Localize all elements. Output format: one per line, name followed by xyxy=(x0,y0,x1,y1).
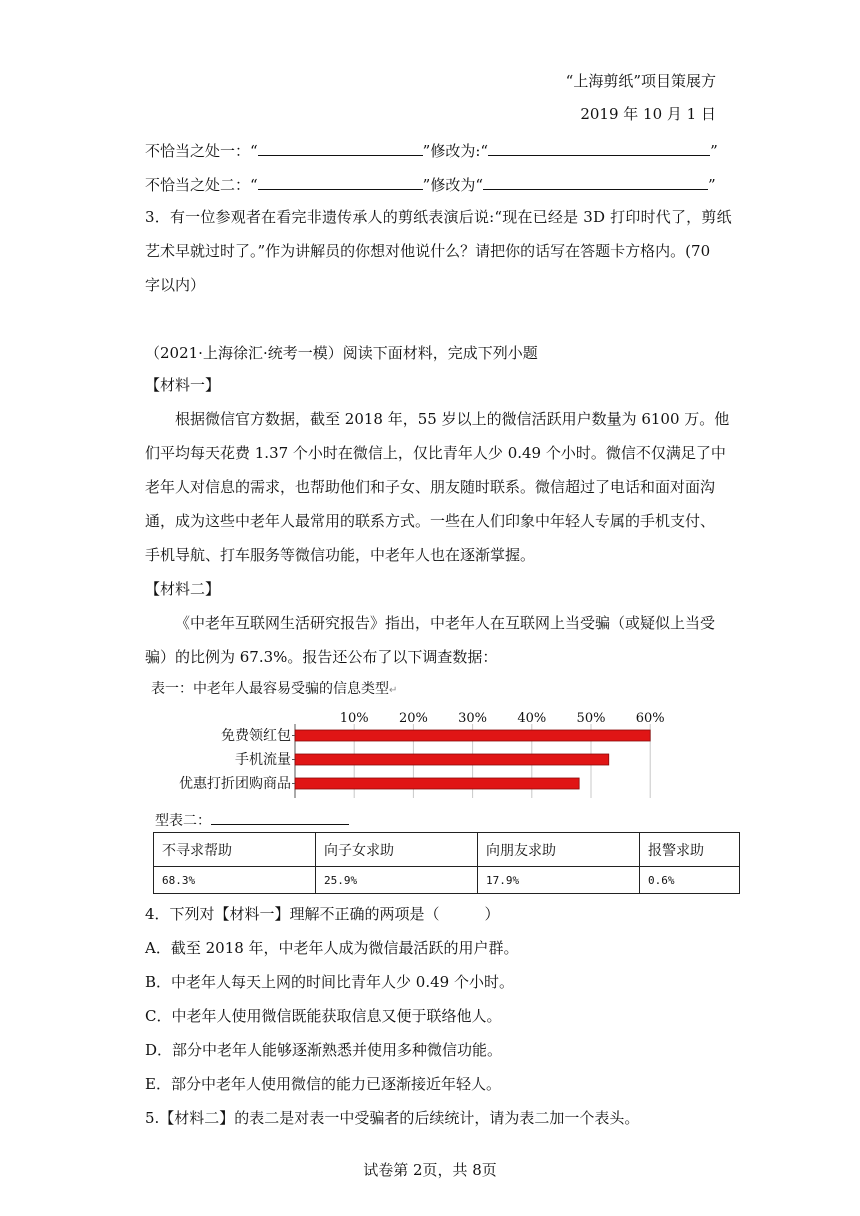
material1-line: 根据微信官方数据，截至 2018 年，55 岁以上的微信活跃用户数量为 6100 万。他 xyxy=(175,410,730,428)
q4-option-d[interactable]: D．部分中老年人能够逐渐熟悉并使用多种微信功能。 xyxy=(145,1041,503,1059)
material1-line: 手机导航、打车服务等微信功能，中老年人也在逐渐掌握。 xyxy=(145,546,536,564)
bar xyxy=(295,730,650,741)
table2 xyxy=(153,832,740,894)
material1-title: 【材料一】 xyxy=(145,376,221,394)
paragraph-mark-icon: ↵ xyxy=(389,685,398,696)
x-tick-label: 40% xyxy=(517,711,547,726)
table1-caption-text: 表一：中老年人最容易受骗的信息类型 xyxy=(151,681,389,697)
material1-line: 老年人对信息的需求，也帮助他们和子女、朋友随时联系。微信超过了电话和面对面沟 xyxy=(145,478,716,496)
y-category-label: 免费领红包 xyxy=(221,728,291,744)
material2-line: 《中老年互联网生活研究报告》指出，中老年人在互联网上当受骗（或疑似上当受 xyxy=(175,614,716,632)
x-tick-label: 60% xyxy=(635,711,665,726)
date: 2019 年 10 月 1 日 xyxy=(580,105,716,123)
answer-blank-1a[interactable] xyxy=(258,142,423,156)
table-header-cell: 向子女求助 xyxy=(316,833,478,867)
q4-option-a[interactable]: A．截至 2018 年，中老年人成为微信最活跃的用户群。 xyxy=(145,939,519,957)
answer-blank-1b[interactable] xyxy=(488,142,710,156)
fill-line-2-label: 不恰当之处二：“ xyxy=(145,176,258,194)
table1-caption xyxy=(151,678,397,698)
q3-line-3: 字以内） xyxy=(145,276,206,294)
table-header-cell: 报警求助 xyxy=(640,833,740,867)
q3-line-1: 3．有一位参观者在看完非遗传承人的剪纸表演后说:“现在已经是 3D 打印时代了，剪纸 xyxy=(145,208,732,226)
x-tick-label: 10% xyxy=(339,711,369,726)
table-header-cell: 不寻求帮助 xyxy=(154,833,316,867)
bar xyxy=(295,778,579,789)
table-cell: 25.9% xyxy=(316,867,478,894)
table-cell: 0.6% xyxy=(640,867,740,894)
signature: “上海剪纸”项目策展方 xyxy=(565,72,716,90)
table2-title-blank[interactable] xyxy=(211,811,349,825)
y-category-label: 手机流量 xyxy=(235,752,291,768)
x-tick-label: 20% xyxy=(398,711,428,726)
answer-blank-2a[interactable] xyxy=(258,176,423,190)
fill-line-1-mid: ”修改为:“ xyxy=(422,142,489,160)
table2-caption xyxy=(155,810,349,830)
fill-line-1-label: 不恰当之处一：“ xyxy=(145,142,258,160)
fill-line-2 xyxy=(145,176,716,193)
fill-line-2-mid: ”修改为“ xyxy=(422,176,484,194)
y-category-label: 优惠打折团购商品 xyxy=(179,776,291,792)
q4-option-e[interactable]: E．部分中老年人使用微信的能力已逐渐接近年轻人。 xyxy=(145,1075,501,1093)
fill-line-1-end: ” xyxy=(710,142,718,160)
bar-chart xyxy=(150,700,710,800)
table-cell: 68.3% xyxy=(154,867,316,894)
bar xyxy=(295,754,609,765)
table-row xyxy=(154,833,740,867)
fill-line-1 xyxy=(145,142,718,159)
material2-title: 【材料二】 xyxy=(145,580,221,598)
table-cell: 17.9% xyxy=(478,867,640,894)
material2-line: 骗）的比例为 67.3%。报告还公布了以下调查数据： xyxy=(145,648,498,666)
fill-line-2-end: ” xyxy=(708,176,716,194)
answer-blank-2b[interactable] xyxy=(483,176,708,190)
q3-line-2: 艺术早就过时了。”作为讲解员的你想对他说什么？请把你的话写在答题卡方格内。(70 xyxy=(145,242,711,260)
x-tick-label: 50% xyxy=(576,711,606,726)
material1-line: 通，成为这些中老年人最常用的联系方式。一些在人们印象中年轻人专属的手机支付、 xyxy=(145,512,716,530)
section-intro: （2021·上海徐汇·统考一模）阅读下面材料，完成下列小题 xyxy=(145,344,538,362)
table-header-cell: 向朋友求助 xyxy=(478,833,640,867)
q4-stem: 4．下列对【材料一】理解不正确的两项是（ ） xyxy=(145,905,500,923)
table-row xyxy=(154,867,740,894)
q4-option-b[interactable]: B．中老年人每天上网的时间比青年人少 0.49 个小时。 xyxy=(145,973,514,991)
q4-option-c[interactable]: C．中老年人使用微信既能获取信息又便于联络他人。 xyxy=(145,1007,502,1025)
material1-line: 们平均每天花费 1.37 个小时在微信上，仅比青年人少 0.49 个小时。微信不仅满足了中 xyxy=(145,444,726,462)
q5-stem: 5.【材料二】的表二是对表一中受骗者的后续统计，请为表二加一个表头。 xyxy=(145,1109,640,1127)
page-number: 试卷第 2页，共 8页 xyxy=(363,1161,497,1179)
x-tick-label: 30% xyxy=(458,711,488,726)
table2-caption-text: 型表二： xyxy=(155,813,211,829)
